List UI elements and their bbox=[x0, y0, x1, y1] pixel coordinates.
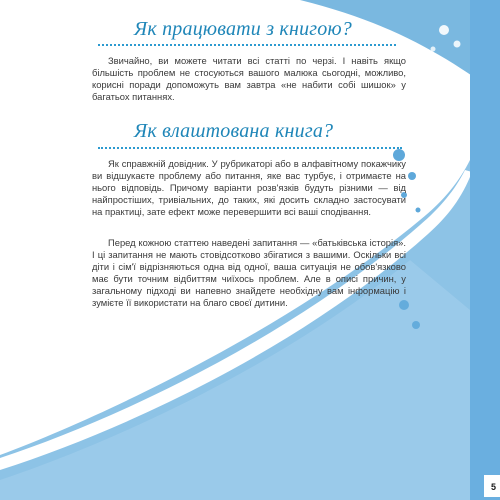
bubble bbox=[412, 321, 420, 329]
paragraph: Перед кожною статтею наведені запитання — «батьківська історія». І ці запитання не мають стовідсотково збігатися з вашими. Оскільки всі діти і сім'ї відрізняються одна від одної, ваша ситуація не обов'язково має бути точним відбиттям чиїхось проблем. Але в описі причин, у загальному підході ви напевно знайдете необхідну вам інформацію і зумієте її використати на благо своєї дитини. bbox=[92, 237, 406, 308]
dotted-divider bbox=[98, 147, 402, 149]
bubble bbox=[454, 41, 461, 48]
bubble bbox=[439, 25, 449, 35]
paragraph: Як справжній довідник. У рубрикаторі або в алфавітному покажчику ви відшукаєте проблему або питання, яке вас турбує, і отримаєте на нього відповідь. Причому варіанти розв'язків будуть різними — від найпростіших, тривіальних, до таких, які досить складно застосувати на практиці, зате ефект може перевершити всі ваші сподівання. bbox=[92, 158, 406, 217]
bubble bbox=[416, 208, 421, 213]
paragraph: Звичайно, ви можете читати всі статті по черзі. І навіть якщо більшість проблем не стосуються вашого малюка сьогодні, можливо, корисні поради допоможуть вам завтра «не набити собі шишок» у багатьох питаннях. bbox=[92, 55, 406, 102]
bubble bbox=[431, 47, 436, 52]
section-title: Як працювати з книгою? bbox=[134, 18, 352, 40]
bubble bbox=[408, 172, 416, 180]
page-number: 5 bbox=[491, 482, 497, 492]
right-edge-strip bbox=[470, 0, 500, 500]
dotted-divider bbox=[98, 44, 396, 46]
section-title: Як влаштована книга? bbox=[134, 120, 334, 142]
